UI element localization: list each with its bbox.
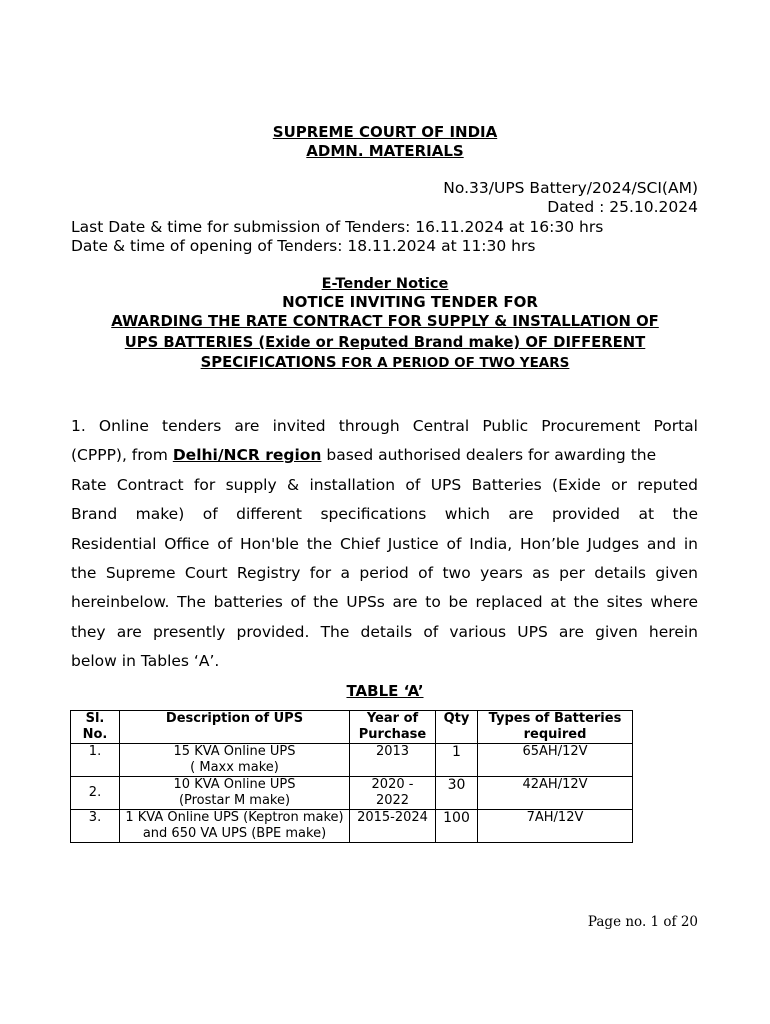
- cell-sl: 1.: [71, 744, 120, 777]
- dated: Dated : 25.10.2024: [547, 198, 698, 216]
- e-tender-label: E-Tender Notice: [321, 276, 449, 292]
- cell-sl: 2.: [71, 777, 120, 810]
- paragraph-line: the Supreme Court Registry for a period of two years as per details given: [71, 563, 698, 582]
- col-header-sl: Sl. No.: [71, 711, 120, 744]
- opening-date: Date & time of opening of Tenders: 18.11.2024 at 11:30 hrs: [71, 237, 536, 255]
- paragraph-line: Rate Contract for supply & installation of UPS Batteries (Exide or reputed: [71, 475, 698, 494]
- reference-number: No.33/UPS Battery/2024/SCI(AM): [443, 179, 698, 197]
- notice-line-2: AWARDING THE RATE CONTRACT FOR SUPPLY & INSTALLATION OF: [111, 313, 659, 330]
- cell-qty: 100: [436, 810, 478, 843]
- page-number: Page no. 1 of 20: [587, 914, 698, 930]
- cell-description: 10 KVA Online UPS (Prostar M make): [120, 777, 350, 810]
- col-header-battery-types: Types of Batteries required: [478, 711, 633, 744]
- cell-year: 2020 - 2022: [350, 777, 436, 810]
- table-row: [71, 810, 633, 843]
- cell-qty: 30: [436, 777, 478, 810]
- submission-deadline: Last Date & time for submission of Tenders: 16.11.2024 at 16:30 hrs: [71, 218, 604, 236]
- table-row: [71, 744, 633, 777]
- paragraph-line: (CPPP), from Delhi/NCR region based authorised dealers for awarding the: [71, 446, 657, 465]
- notice-line-4: [0, 353, 770, 373]
- paragraph-line: below in Tables ‘A’.: [71, 652, 220, 671]
- cell-battery-type: 65AH/12V: [478, 744, 633, 777]
- cell-year: 2013: [350, 744, 436, 777]
- ups-table: [70, 710, 633, 843]
- col-header-year: Year of Purchase: [350, 711, 436, 744]
- cell-battery-type: 42AH/12V: [478, 777, 633, 810]
- col-header-description: Description of UPS: [120, 711, 350, 744]
- notice-line-1: NOTICE INVITING TENDER FOR: [282, 293, 538, 311]
- cell-qty: 1: [436, 744, 478, 777]
- paragraph-line: they are presently provided. The details of various UPS are given herein: [71, 622, 698, 641]
- tender-paragraph: [71, 412, 698, 677]
- notice-line-3: UPS BATTERIES (Exide or Reputed Brand make) OF DIFFERENT: [124, 334, 646, 351]
- table-title: TABLE ‘A’: [346, 682, 424, 700]
- department-title: ADMN. MATERIALS: [306, 142, 464, 160]
- paragraph-line: 1. Online tenders are invited through Central Public Procurement Portal: [71, 417, 698, 435]
- notice-period: FOR A PERIOD OF TWO YEARS: [336, 355, 570, 371]
- region-highlight: Delhi/NCR region: [172, 446, 322, 465]
- cell-sl: 3.: [71, 810, 120, 843]
- cell-year: 2015-2024: [350, 810, 436, 843]
- paragraph-line: Brand make) of different specifications which are provided at the: [71, 505, 698, 524]
- notice-specifications: SPECIFICATIONS: [200, 354, 337, 371]
- paragraph-line: hereinbelow. The batteries of the UPSs are to be replaced at the sites where: [71, 593, 698, 612]
- cell-battery-type: 7AH/12V: [478, 810, 633, 843]
- table-header-row: [71, 711, 633, 744]
- paragraph-line: Residential Office of Hon'ble the Chief Justice of India, Hon’ble Judges and in: [71, 534, 698, 553]
- court-title: SUPREME COURT OF INDIA: [272, 123, 498, 141]
- col-header-qty: Qty: [436, 711, 478, 744]
- cell-description: 15 KVA Online UPS ( Maxx make): [120, 744, 350, 777]
- cell-description: 1 KVA Online UPS (Keptron make) and 650 VA UPS (BPE make): [120, 810, 350, 843]
- table-row: [71, 777, 633, 810]
